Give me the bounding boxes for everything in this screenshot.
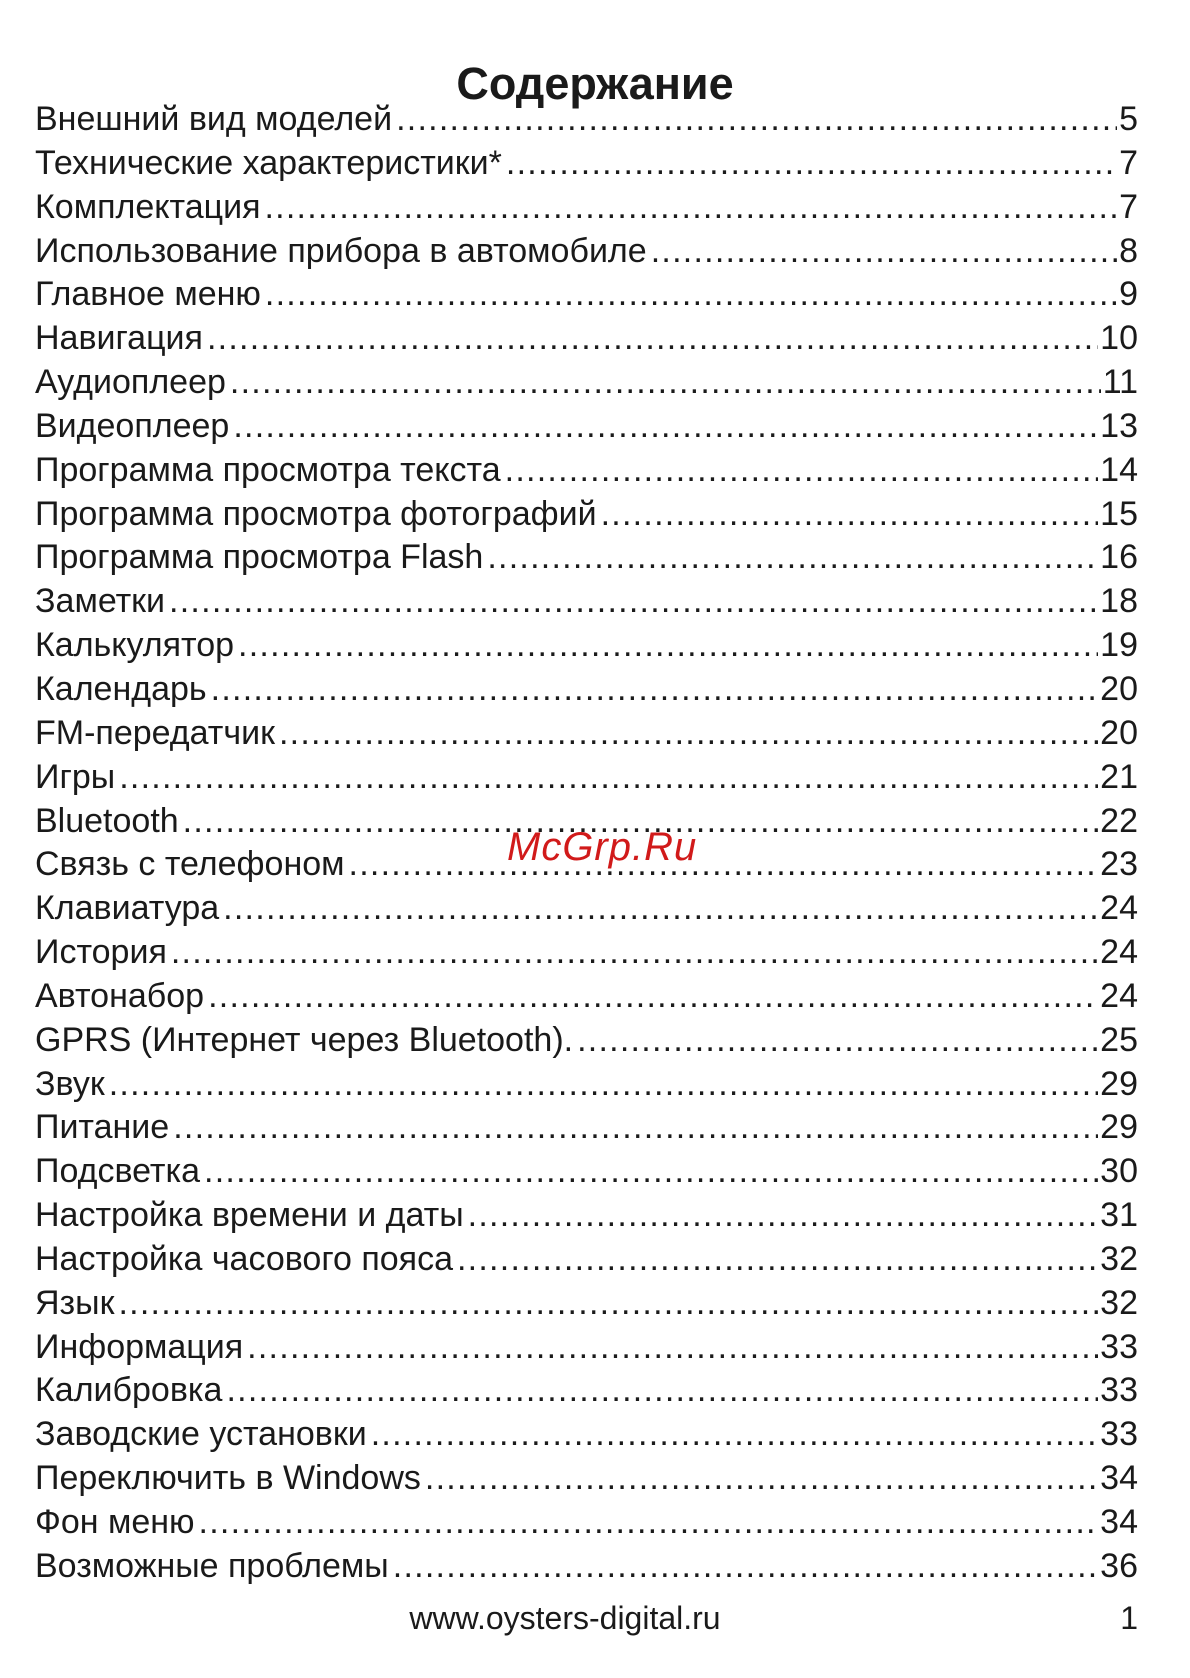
toc-dot-leader (204, 1150, 1098, 1194)
toc-entry[interactable] (35, 887, 1138, 931)
toc-dot-leader (577, 1019, 1098, 1063)
toc-entry-page: 31 (1100, 1196, 1138, 1235)
toc-entry-label: Программа просмотра текста (35, 450, 501, 489)
toc-dot-leader (651, 230, 1117, 274)
toc-entry-label: История (35, 933, 167, 972)
toc-dot-leader (371, 1413, 1098, 1457)
toc-entry-label: Игры (35, 757, 116, 796)
toc-entry[interactable] (35, 1326, 1138, 1370)
toc-entry[interactable] (35, 1545, 1138, 1589)
toc-entry-label: Комплектация (35, 187, 261, 226)
toc-entry[interactable] (35, 273, 1138, 317)
toc-dot-leader (171, 931, 1098, 975)
toc-entry[interactable] (35, 1413, 1138, 1457)
toc-entry-page: 36 (1100, 1546, 1138, 1585)
toc-entry-page: 19 (1100, 626, 1138, 665)
toc-entry-label: Технические характеристики* (35, 143, 502, 182)
toc-entry[interactable] (35, 230, 1138, 274)
toc-entry-label: Калибровка (35, 1371, 223, 1410)
toc-entry[interactable] (35, 493, 1138, 537)
toc-dot-leader (118, 1282, 1098, 1326)
toc-entry-page: 20 (1100, 669, 1138, 708)
toc-entry-label: Календарь (35, 669, 207, 708)
toc-dot-leader (169, 580, 1098, 624)
toc-entry-label: Язык (35, 1283, 115, 1322)
toc-entry[interactable] (35, 1501, 1138, 1545)
toc-entry[interactable] (35, 1194, 1138, 1238)
toc-entry-label: Видеоплеер (35, 406, 230, 445)
toc-dot-leader (393, 1545, 1098, 1589)
toc-entry[interactable] (35, 1106, 1138, 1150)
toc-dot-leader (506, 142, 1117, 186)
toc-entry-page: 10 (1100, 319, 1138, 358)
toc-entry-page: 8 (1119, 231, 1138, 270)
toc-entry-label: FM-передатчик (35, 713, 275, 752)
toc-entry[interactable] (35, 624, 1138, 668)
toc-entry-page: 32 (1100, 1283, 1138, 1322)
toc-entry[interactable] (35, 317, 1138, 361)
toc-entry-page: 7 (1119, 187, 1138, 226)
toc-entry-label: GPRS (Интернет через Bluetooth). (35, 1020, 574, 1059)
toc-dot-leader (226, 1369, 1098, 1413)
toc-dot-leader (264, 186, 1117, 230)
toc-entry-label: Информация (35, 1327, 244, 1366)
toc-entry[interactable] (35, 931, 1138, 975)
toc-entry-page: 14 (1100, 450, 1138, 489)
footer-url[interactable]: www.oysters-digital.ru (409, 1600, 721, 1636)
toc-entry[interactable] (35, 142, 1138, 186)
toc-entry[interactable] (35, 975, 1138, 1019)
toc-entry[interactable] (35, 712, 1138, 756)
toc-entry[interactable] (35, 756, 1138, 800)
toc-dot-leader (487, 536, 1098, 580)
toc-entry-page: 20 (1100, 713, 1138, 752)
toc-dot-leader (425, 1457, 1098, 1501)
toc-entry[interactable] (35, 361, 1138, 405)
toc-entry-label: Калькулятор (35, 626, 235, 665)
toc-dot-leader (109, 1063, 1098, 1107)
toc-entry-page: 30 (1100, 1152, 1138, 1191)
toc-entry[interactable] (35, 186, 1138, 230)
toc-entry-page: 11 (1102, 363, 1138, 402)
toc-dot-leader (223, 887, 1098, 931)
toc-dot-leader (119, 756, 1098, 800)
toc-dot-leader (279, 712, 1098, 756)
toc-entry[interactable] (35, 1019, 1138, 1063)
toc-entry-label: Заводские установки (35, 1415, 367, 1454)
toc-dot-leader (211, 668, 1099, 712)
toc-entry-label: Настройка времени и даты (35, 1196, 464, 1235)
toc-dot-leader (207, 317, 1098, 361)
toc-entry-page: 24 (1100, 976, 1138, 1015)
page-title: Содержание (456, 58, 734, 110)
toc-dot-leader (457, 1238, 1098, 1282)
toc-entry-label: Bluetooth (35, 801, 179, 840)
toc-entry[interactable] (35, 1457, 1138, 1501)
toc-entry-page: 22 (1100, 801, 1138, 840)
toc-entry-page: 33 (1100, 1371, 1138, 1410)
toc-entry-label: Внешний вид моделей (35, 100, 393, 138)
toc-entry-page: 24 (1100, 889, 1138, 928)
toc-entry-page: 5 (1119, 100, 1138, 138)
toc-entry-page: 21 (1100, 757, 1138, 796)
toc-entry-label: Навигация (35, 319, 203, 358)
watermark: McGrp.Ru (507, 825, 698, 869)
toc-dot-leader (230, 361, 1101, 405)
toc-entry-label: Клавиатура (35, 889, 220, 928)
toc-entry-label: Программа просмотра фотографий (35, 494, 597, 533)
toc-entry[interactable] (35, 98, 1138, 142)
toc-entry-page: 34 (1100, 1503, 1138, 1541)
toc-entry-label: Подсветка (35, 1152, 201, 1191)
toc-entry-page: 9 (1119, 275, 1138, 314)
toc-entry-page: 33 (1100, 1415, 1138, 1454)
toc-dot-leader (601, 493, 1099, 537)
toc-entry-page: 13 (1100, 406, 1138, 445)
toc-entry-label: Связь с телефоном (35, 845, 345, 884)
toc-entry[interactable] (35, 449, 1138, 493)
toc-dot-leader (349, 843, 1099, 887)
toc-entry[interactable] (35, 1150, 1138, 1194)
toc-entry-label: Главное меню (35, 275, 261, 314)
toc-dot-leader (199, 1501, 1099, 1545)
toc-dot-leader (468, 1194, 1099, 1238)
toc-dot-leader (238, 624, 1098, 668)
toc-entry-label: Возможные проблемы (35, 1546, 389, 1585)
toc-entry-page: 29 (1100, 1108, 1138, 1147)
toc-entry[interactable] (35, 1369, 1138, 1413)
toc-entry-page: 18 (1100, 582, 1138, 621)
toc-entry-page: 15 (1100, 494, 1138, 533)
toc-entry-label: Использование прибора в автомобиле (35, 231, 647, 270)
toc-entry[interactable] (35, 405, 1138, 449)
toc-entry-page: 32 (1100, 1239, 1138, 1278)
toc-dot-leader (396, 98, 1117, 142)
toc-entry-label: Фон меню (35, 1503, 195, 1541)
toc-dot-leader (208, 975, 1098, 1019)
toc-entry-page: 16 (1100, 538, 1138, 577)
toc-dot-leader (265, 273, 1117, 317)
toc-entry-label: Заметки (35, 582, 166, 621)
toc-dot-leader (233, 405, 1098, 449)
toc-dot-leader (505, 449, 1099, 493)
toc-entry[interactable] (35, 1238, 1138, 1282)
toc-entry-label: Звук (35, 1064, 105, 1103)
toc-entry-page: 23 (1100, 845, 1138, 884)
toc-entry-label: Питание (35, 1108, 170, 1147)
toc-entry-page: 7 (1119, 143, 1138, 182)
toc-entry[interactable] (35, 580, 1138, 624)
toc-entry[interactable] (35, 536, 1138, 580)
toc-entry-label: Аудиоплеер (35, 363, 226, 402)
toc-dot-leader (247, 1326, 1098, 1370)
toc-entry-label: Автонабор (35, 976, 205, 1015)
toc-entry-label: Программа просмотра Flash (35, 538, 484, 577)
toc-entry-label: Переключить в Windows (35, 1459, 421, 1498)
toc-entry-page: 25 (1100, 1020, 1138, 1059)
toc-dot-leader (173, 1106, 1098, 1150)
toc-entry-page: 29 (1100, 1064, 1138, 1103)
toc-entry-page: 34 (1100, 1459, 1138, 1498)
toc-entry[interactable] (35, 668, 1138, 712)
toc-entry-page: 24 (1100, 933, 1138, 972)
footer-page-number: 1 (1120, 1600, 1138, 1636)
toc-entry-label: Настройка часового пояса (35, 1239, 453, 1278)
toc-entry-page: 33 (1100, 1327, 1138, 1366)
toc-entry[interactable] (35, 1282, 1138, 1326)
toc-entry[interactable] (35, 1063, 1138, 1107)
